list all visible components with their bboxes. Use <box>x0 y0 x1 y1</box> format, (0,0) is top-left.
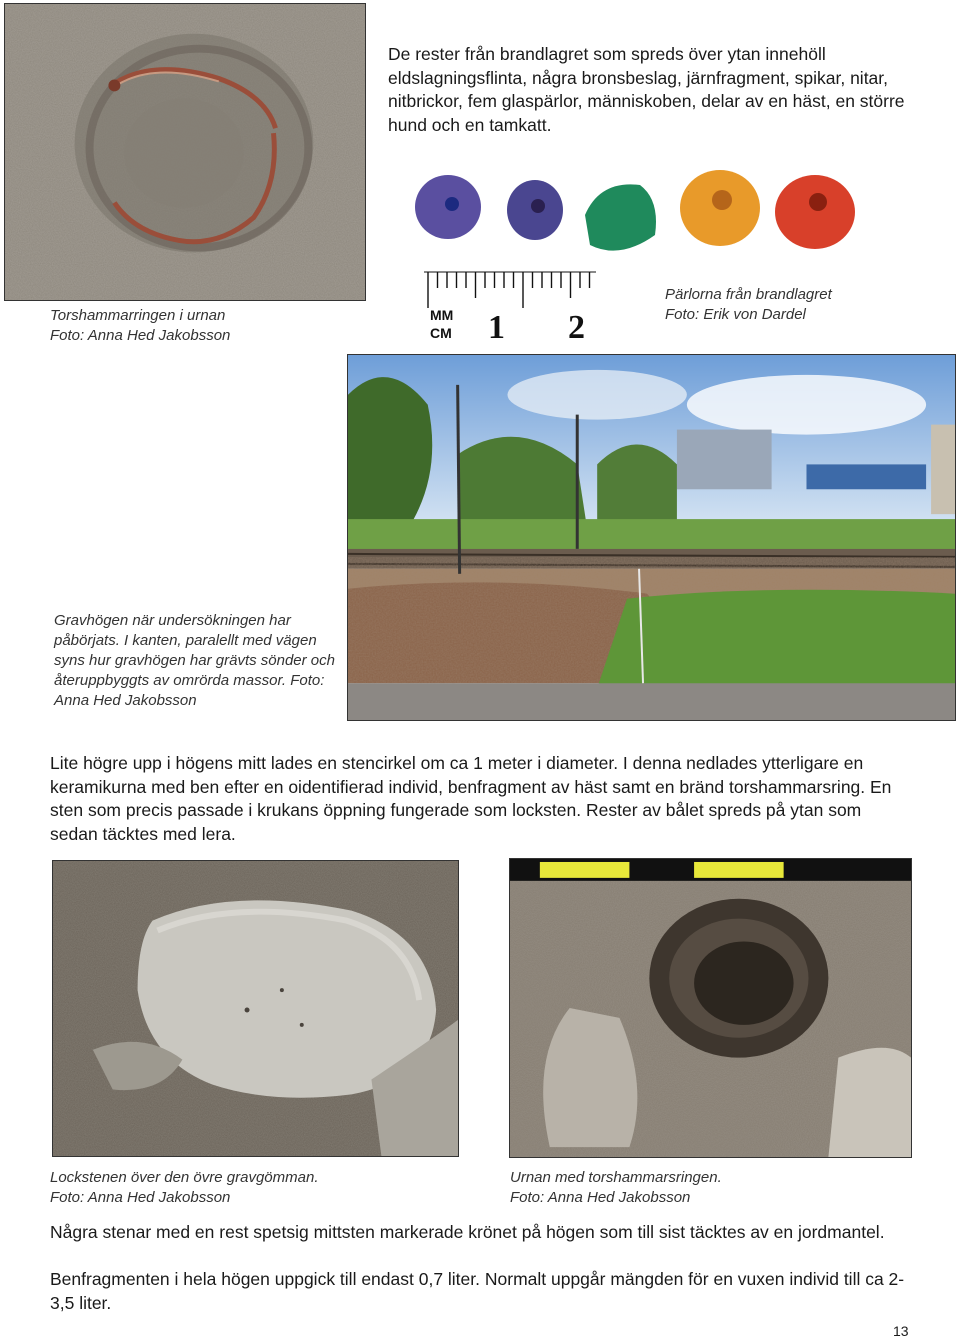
bead-darkblue-icon <box>507 180 563 240</box>
caption-beads-credit: Foto: Erik von Dardel <box>665 306 806 323</box>
photo-lockstenen <box>52 860 459 1157</box>
caption-ring-credit: Foto: Anna Hed Jakobsson <box>50 327 231 344</box>
ruler-1-label: 1 <box>488 309 505 346</box>
middle-paragraph: Lite högre upp i högens mitt lades en stencirkel om ca 1 meter i diameter. I denna nedlades ytterligare en keramikurna med ben efter en oidentifierad individ, benfragment av häst samt en bränd torshammarsring. En sten som precis passade i krukans öppning fungerade som locksten. Rester av bålet spreds på ytan som sedan täcktes med lera. <box>50 753 892 844</box>
caption-ring <box>50 306 350 346</box>
ruler-mm-label: MM <box>430 307 454 323</box>
page-number: 13 <box>893 1323 909 1339</box>
bead-blue-icon <box>415 175 481 239</box>
ruler-cm-label: CM <box>430 325 452 341</box>
caption-lid <box>50 1168 470 1208</box>
scale-bar-icon <box>510 859 911 881</box>
closing-paragraph-1: Några stenar med en rest spetsig mittsten markerade krönet på högen som till sist täcktes av en jordmantel. <box>50 1222 885 1242</box>
caption-lid-credit: Foto: Anna Hed Jakobsson <box>50 1189 231 1206</box>
photo-torshammarring <box>4 3 366 301</box>
photo-urnan <box>509 858 912 1158</box>
caption-urn <box>510 1168 910 1208</box>
intro-paragraph: De rester från brandlagret som spreds över ytan innehöll eldslagningsflinta, några bronsbeslag, järnfragment, spikar, nitar, nitbrickor, fem glaspärlor, människoben, delar av en häst, en större hund och en tamkatt. <box>388 44 905 135</box>
ruler-2-label: 2 <box>568 309 585 346</box>
caption-urn-title: Urnan med torshammarsringen. <box>510 1169 722 1186</box>
caption-ring-title: Torshammarringen i urnan <box>50 307 226 324</box>
caption-lid-title: Lockstenen över den övre gravgömman. <box>50 1169 319 1186</box>
caption-urn-credit: Foto: Anna Hed Jakobsson <box>510 1189 691 1206</box>
closing-paragraph-2: Benfragmenten i hela högen uppgick till endast 0,7 liter. Normalt uppgår mängden för en vuxen individ till ca 2-3,5 liter. <box>50 1269 905 1313</box>
caption-beads <box>665 285 925 325</box>
ruler-icon <box>420 268 598 346</box>
bead-orange-icon <box>680 170 760 246</box>
photo-gravhogen <box>347 354 956 721</box>
caption-mound: Gravhögen när undersökningen har påbörjats. I kanten, paralellt med vägen syns hur gravhögen har grävts sönder och återuppbyggts av omrörda massor. Foto: Anna Hed Jakobsson <box>54 612 335 709</box>
bead-red-icon <box>775 175 855 249</box>
caption-beads-title: Pärlorna från brandlagret <box>665 286 832 303</box>
